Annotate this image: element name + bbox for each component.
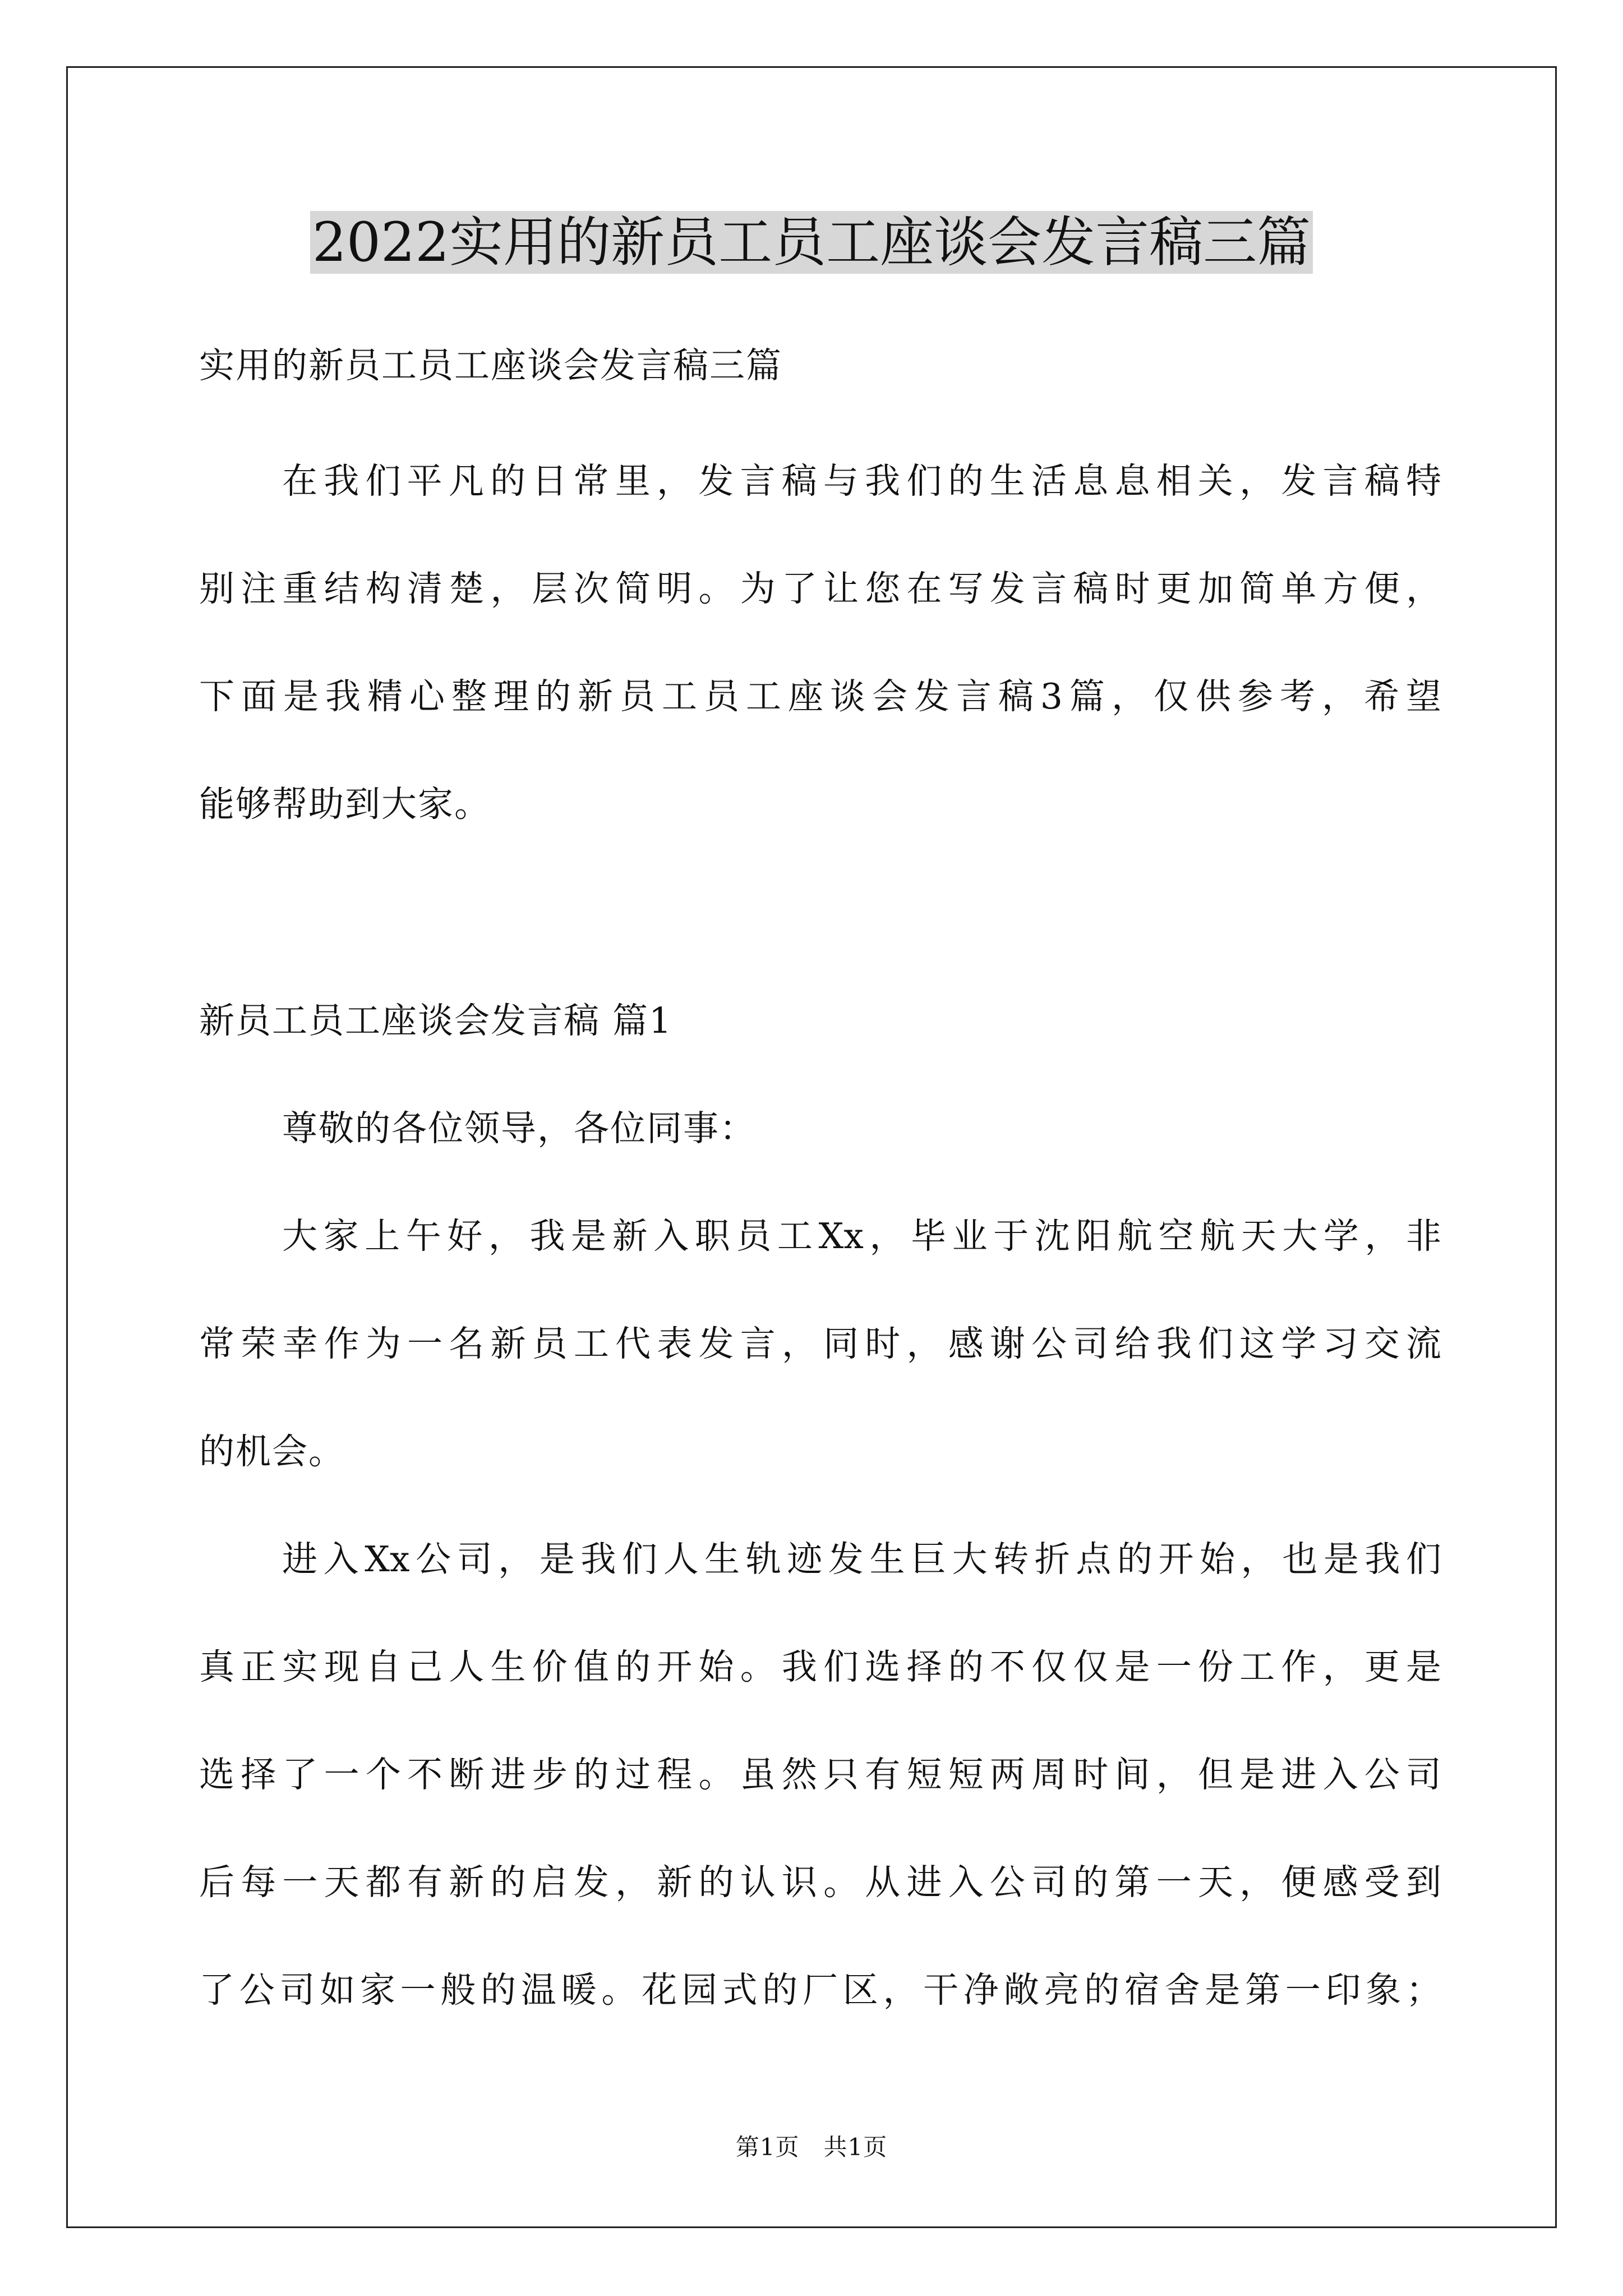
para2-line-2: 真正实现自己人生价值的开始。我们选择的不仅仅是一份工作，更是 bbox=[199, 1646, 1441, 1687]
intro-line-1: 在我们平凡的日常里，发言稿与我们的生活息息相关，发言稿特 bbox=[282, 461, 1441, 501]
para2-line-3: 选择了一个不断进步的过程。虽然只有短短两周时间，但是进入公司 bbox=[199, 1754, 1441, 1795]
para1-line-3: 的机会。 bbox=[199, 1431, 345, 1472]
para2-line-5: 了公司如家一般的温暖。花园式的厂区，干净敞亮的宿舍是第一印象； bbox=[199, 1970, 1441, 2010]
section-heading: 新员工员工座谈会发言稿 篇1 bbox=[199, 1000, 673, 1041]
document-subtitle: 实用的新员工员工座谈会发言稿三篇 bbox=[199, 345, 782, 386]
document-title: 2022实用的新员工员工座谈会发言稿三篇 bbox=[0, 209, 1623, 276]
para1-line-1: 大家上午好，我是新入职员工Xx，毕业于沈阳航空航天大学，非 bbox=[282, 1216, 1441, 1257]
intro-line-2: 别注重结构清楚，层次简明。为了让您在写发言稿时更加简单方便， bbox=[199, 568, 1441, 609]
page-footer: 第1页 共1页 bbox=[735, 2133, 888, 2161]
intro-line-4: 能够帮助到大家。 bbox=[199, 784, 491, 825]
salutation: 尊敬的各位领导，各位同事： bbox=[282, 1108, 756, 1149]
para2-line-4: 后每一天都有新的启发，新的认识。从进入公司的第一天，便感受到 bbox=[199, 1862, 1441, 1903]
para1-line-2: 常荣幸作为一名新员工代表发言，同时，感谢公司给我们这学习交流 bbox=[199, 1323, 1441, 1364]
para2-line-1: 进入Xx公司，是我们人生轨迹发生巨大转折点的开始，也是我们 bbox=[282, 1539, 1441, 1580]
intro-line-3: 下面是我精心整理的新员工员工座谈会发言稿3篇，仅供参考，希望 bbox=[199, 676, 1441, 717]
